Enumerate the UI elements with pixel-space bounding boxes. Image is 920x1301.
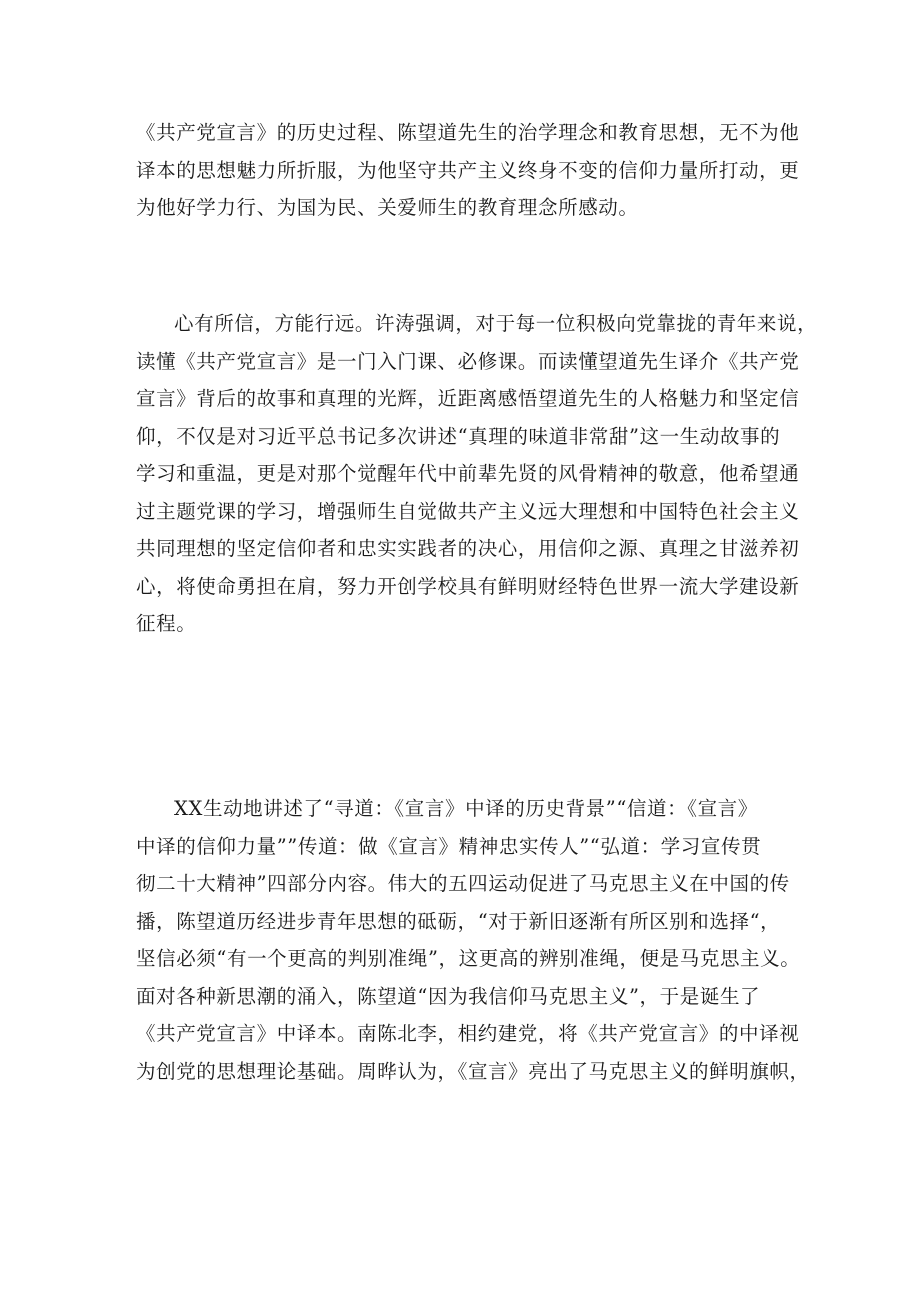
text-line: 心，将使命勇担在肩，努力开创学校具有鲜明财经特色世界一流大学建设新 [136,574,800,598]
text-line: 中译的信仰力量””传道：做《宣言》精神忠实传人”“弘道：学习宣传贯 [136,834,762,858]
text-line: 读懂《共产党宣言》是一门入门课、必修课。而读懂望道先生译介《共产党 [136,349,800,373]
text-line: 为他好学力行、为国为民、关爱师生的教育理念所感动。 [136,196,639,219]
paragraph-2 [136,305,818,643]
text-line: 仰，不仅是对习近平总书记多次讲述“真理的味道非常甜”这一生动故事的 [136,424,781,448]
text-line: 为创党的思想理论基础。周晔认为，《宣言》亮出了马克思主义的鲜明旗帜， [136,1059,810,1083]
text-line: 征程。 [136,612,197,635]
text-line: 彻二十大精神”四部分内容。伟大的五四运动促进了马克思主义在中国的传 [136,872,790,895]
text-line: 学习和重温，更是对那个觉醒年代中前辈先贤的风骨精神的敬意，他希望通 [136,462,800,485]
text-line: 播，陈望道历经进步青年思想的砥砺，“对于新旧逐渐有所区别和选择“， [136,909,781,933]
text-line: 面对各种新思潮的涌入，陈望道“因为我信仰马克思主义”，于是诞生了 [136,984,761,1008]
text-line: 《共产党宣言》中译本。南陈北李，相约建党，将《共产党宣言》的中译视 [136,1022,800,1045]
text-line: 坚信必须“有一个更高的判别准绳”，这更高的辨别准绳，便是马克思主义。 [136,947,801,970]
text-line: 《共产党宣言》的历史过程、陈望道先生的治学理念和教育思想，无不为他 [136,121,800,144]
text-line: 共同理想的坚定信仰者和忠实实践者的决心，用信仰之源、真理之甘滋养初 [136,537,800,560]
paragraph-1 [136,114,800,227]
text-line: 心有所信，方能行远。许涛强调，对于每一位积极向党靠拢的青年来说， [174,312,818,335]
text-line: 过主题党课的学习，增强师生自觉做共产主义远大理想和中国特色社会主义 [136,499,800,523]
text-line: 译本的思想魅力所折服，为他坚守共产主义终身不变的信仰力量所打动，更 [136,158,800,182]
paragraph-3 [136,790,810,1090]
text-line: XX生动地讲述了“寻道：《宣言》中译的历史背景”“信道：《宣言》 [174,797,758,820]
text-line: 宣言》背后的故事和真理的光辉，近距离感悟望道先生的人格魅力和坚定信 [136,387,800,410]
